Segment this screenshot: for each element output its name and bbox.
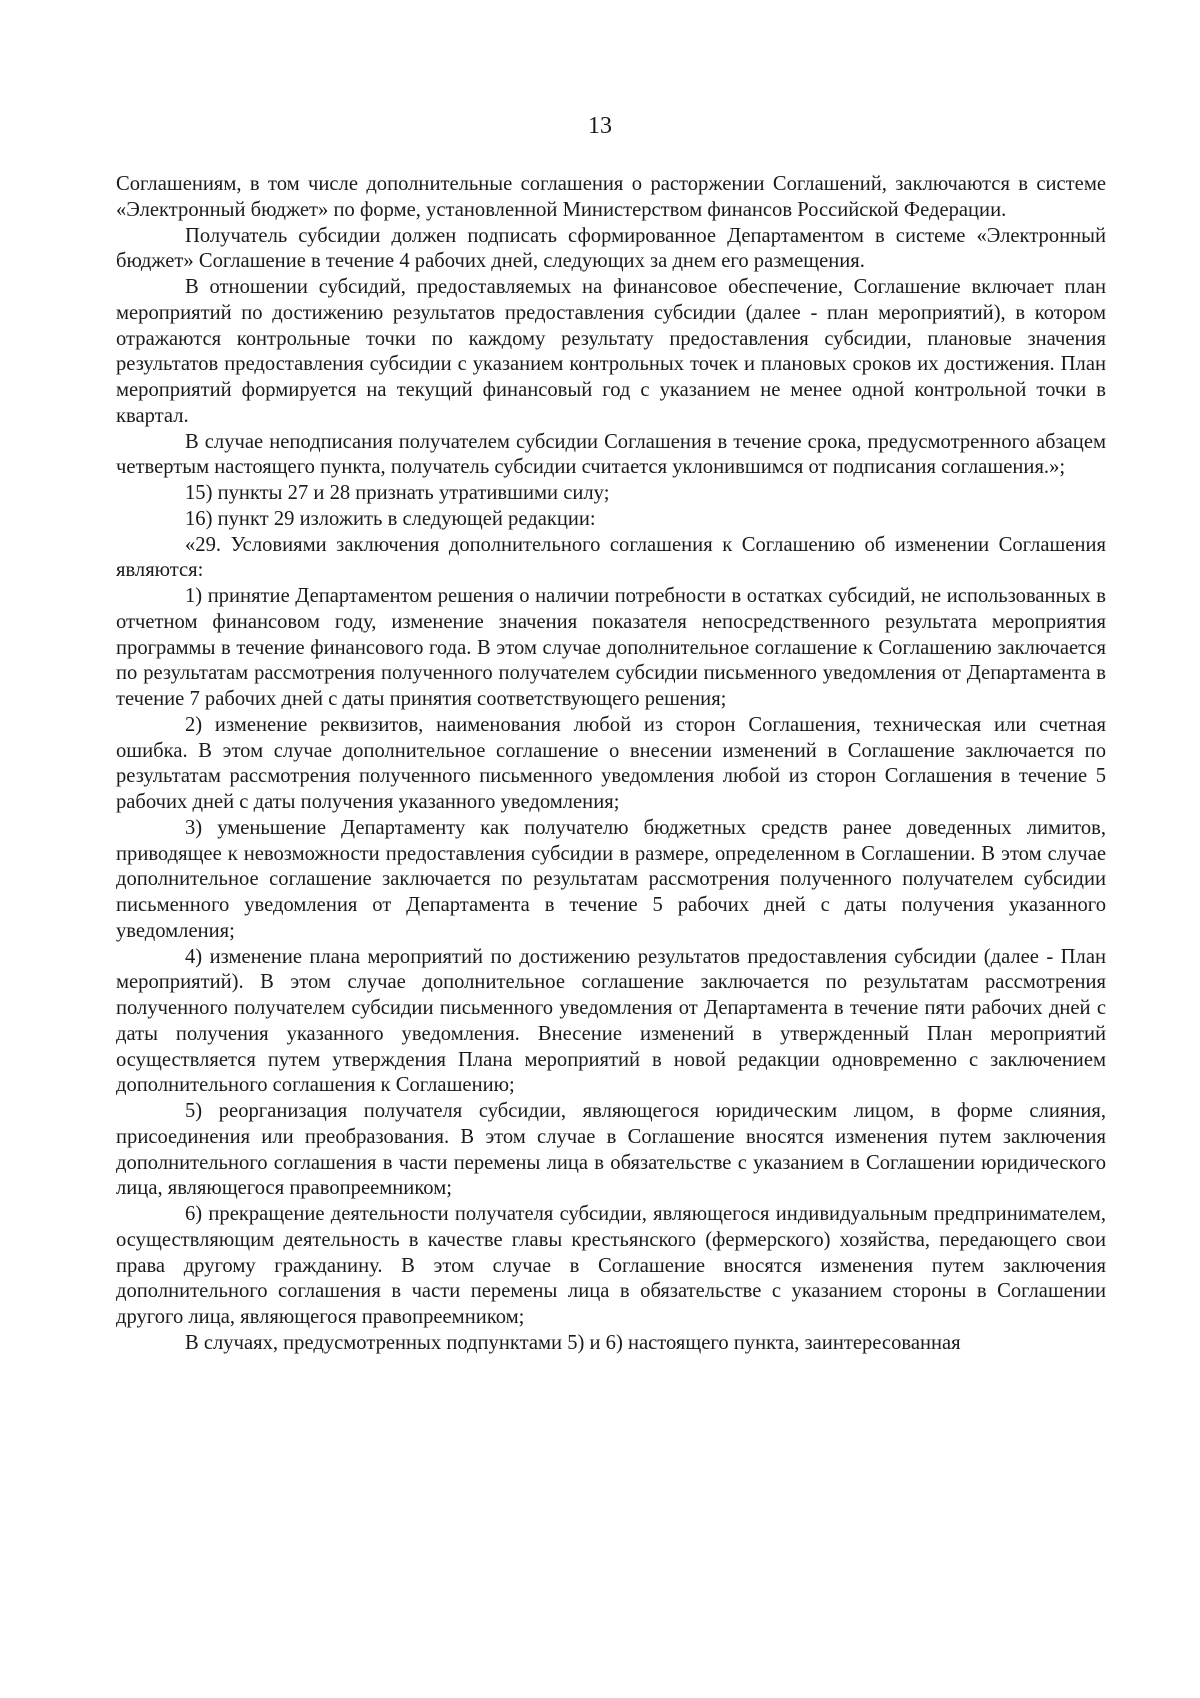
- clause-29-item-1: 1) принятие Департаментом решения о наличии потребности в остатках субсидий, не использованных в отчетном финансовом году, изменение значения показателя непосредственного результата мероприятия программы в течение финансового года. В этом случае дополнительное соглашение к Соглашению заключается по результатам рассмотрения полученного получателем субсидии письменного уведомления от Департамента в течение 7 рабочих дней с даты принятия соответствующего решения;: [116, 585, 1106, 710]
- paragraph-signing-deadline: Получатель субсидии должен подписать сформированное Департаментом в системе «Электронный бюджет» Соглашение в течение 4 рабочих дней, следующих за днем его размещения.: [116, 224, 1106, 273]
- clause-29-item-3: 3) уменьшение Департаменту как получателю бюджетных средств ранее доведенных лимитов, приводящее к невозможности предоставления субсидии в размере, определенном в Соглашении. В этом случае дополнительное соглашение заключается по результатам рассмотрения полученного получателем субсидии письменного уведомления от Департамента в течение 5 рабочих дней с даты получения указанного уведомления;: [116, 816, 1106, 942]
- list-item-15: 15) пункты 27 и 28 признать утратившими силу;: [185, 482, 610, 504]
- paragraph-non-signing: В случае неподписания получателем субсидии Соглашения в течение срока, предусмотренного абзацем четвертым настоящего пункта, получатель субсидии считается уклонившимся от подписания соглашения.»;: [116, 430, 1106, 479]
- clause-29-item-5: 5) реорганизация получателя субсидии, являющегося юридическим лицом, в форме слияния, присоединения или преобразования. В этом случае в Соглашение вносятся изменения путем заключения дополнительного соглашения в части перемены лица в обязательстве с указанием в Соглашении юридического лица, являющегося правопреемником;: [116, 1100, 1106, 1200]
- document-body: [116, 172, 1106, 1357]
- page-number: 13: [588, 113, 612, 139]
- clause-29-item-4: 4) изменение плана мероприятий по достижению результатов предоставления субсидии (далее - План мероприятий). В этом случае дополнительное соглашение заключается по результатам рассмотрения полученного получателем субсидии письменного уведомления от Департамента в течение пяти рабочих дней с даты получения указанного уведомления. Внесение изменений в утвержденный План мероприятий осуществляется путем утверждения Плана мероприятий в новой редакции одновременно с заключением дополнительного соглашения к Соглашению;: [116, 945, 1106, 1097]
- paragraph-continuation: Соглашениям, в том числе дополнительные соглашения о расторжении Соглашений, заключаются в системе «Электронный бюджет» по форме, установленной Министерством финансов Российской Федерации.: [116, 173, 1106, 221]
- paragraph-final-partial: В случаях, предусмотренных подпунктами 5) и 6) настоящего пункта, заинтересованная: [185, 1331, 961, 1354]
- clause-29-item-2: 2) изменение реквизитов, наименования любой из сторон Соглашения, техническая или счетная ошибка. В этом случае дополнительное соглашение о внесении изменений в Соглашение заключается по результатам рассмотрения полученного письменного уведомления любой из сторон Соглашения в течение 5 рабочих дней с даты получения указанного уведомления;: [116, 713, 1106, 813]
- paragraph-action-plan: В отношении субсидий, предоставляемых на финансовое обеспечение, Соглашение включает план мероприятий по достижению результатов предоставления субсидии (далее - план мероприятий), в котором отражаются контрольные точки по каждому результату предоставления субсидии, плановые значения результатов предоставления субсидии с указанием контрольных точек и плановых сроков их достижения. План мероприятий формируется на текущий финансовый год с указанием не менее одной контрольной точки в квартал.: [116, 276, 1106, 427]
- list-item-16: 16) пункт 29 изложить в следующей редакции:: [185, 507, 596, 530]
- clause-29-item-6: 6) прекращение деятельности получателя субсидии, являющегося индивидуальным предпринимателем, осуществляющим деятельность в качестве главы крестьянского (фермерского) хозяйства, передающего свои права другому гражданину. В этом случае в Соглашение вносятся изменения путем заключения дополнительного соглашения в части перемены лица в обязательстве с указанием стороны в Соглашении другого лица, являющегося правопреемником;: [116, 1203, 1106, 1328]
- clause-29-heading: «29. Условиями заключения дополнительного соглашения к Соглашению об изменении Соглашения являются:: [116, 533, 1106, 582]
